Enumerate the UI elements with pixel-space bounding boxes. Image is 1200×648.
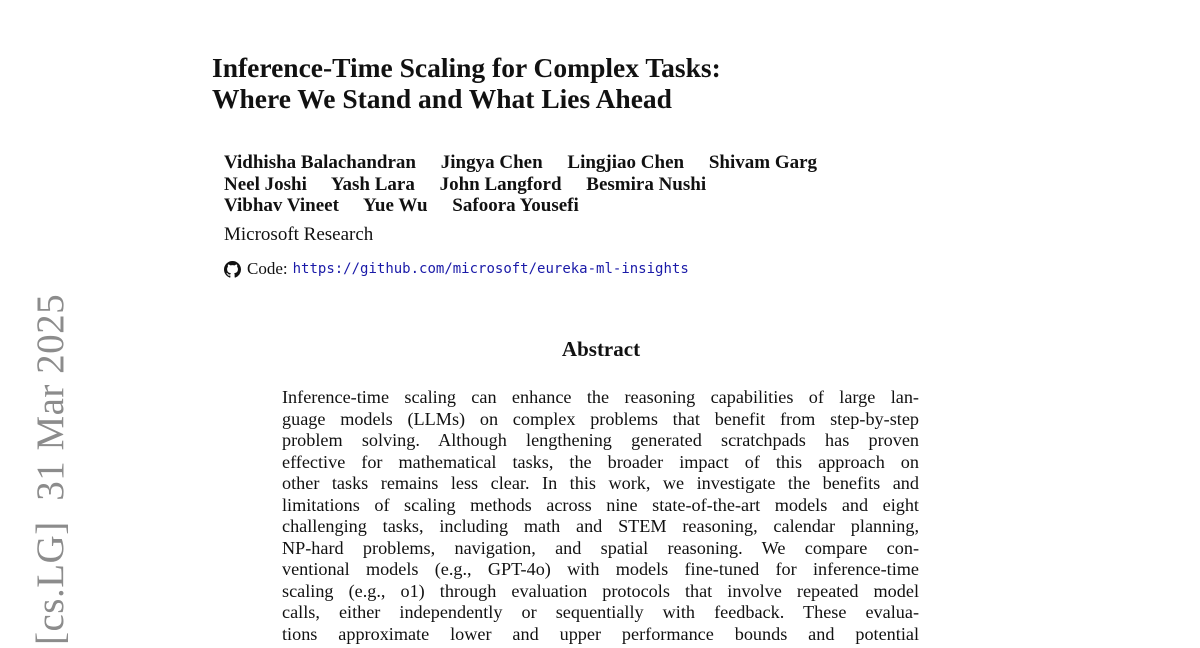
- code-url-link[interactable]: https://github.com/microsoft/eureka-ml-insights: [292, 261, 689, 277]
- title-line-2: Where We Stand and What Lies Ahead: [212, 83, 672, 114]
- paper-title: [212, 52, 721, 114]
- abstract-line: scaling (e.g., o1) through evaluation protocols that involve repeated model: [282, 580, 919, 601]
- author-row: [224, 195, 837, 217]
- author-name: Lingjiao Chen: [567, 152, 685, 173]
- abstract-line: tions approximate lower and upper performance bounds and potential: [282, 623, 919, 644]
- author-name: Shivam Garg: [708, 152, 818, 173]
- abstract-line: challenging tasks, including math and STEM reasoning, calendar planning,: [282, 516, 919, 536]
- abstract-line: calls, either independently or sequentially with feedback. These evalua-: [282, 602, 919, 622]
- abstract-body: [282, 387, 919, 645]
- author-name: Safoora Yousefi: [452, 195, 579, 216]
- author-name: Besmira Nushi: [586, 173, 707, 195]
- affiliation: Microsoft Research: [224, 224, 374, 245]
- abstract-heading: Abstract: [561, 337, 641, 361]
- abstract-line: ventional models (e.g., GPT-4o) with models fine-tuned for inference-time: [282, 559, 919, 579]
- title-line-1: Inference-Time Scaling for Complex Tasks:: [212, 52, 721, 83]
- arxiv-stamp: [cs.LG] 31 Mar 2025: [29, 293, 72, 645]
- abstract-line: effective for mathematical tasks, the broader impact of this approach on: [282, 451, 919, 472]
- abstract-line: other tasks remains less clear. In this work, we investigate the benefits and: [282, 473, 919, 493]
- abstract-line: problem solving. Although lengthening generated scratchpads has proven: [282, 430, 919, 450]
- author-row: [224, 174, 837, 196]
- author-list: [224, 152, 837, 217]
- code-link-line: [224, 259, 689, 279]
- abstract-line: NP-hard problems, navigation, and spatial reasoning. We compare con-: [282, 537, 919, 558]
- author-name: Jingya Chen: [440, 152, 543, 173]
- author-name: Vidhisha Balachandran: [224, 152, 417, 173]
- author-name: Yue Wu: [362, 195, 428, 216]
- author-row: [224, 152, 837, 174]
- author-name: Neel Joshi: [224, 173, 307, 195]
- abstract-heading-wrap: [0, 336, 1200, 363]
- abstract-line: guage models (LLMs) on complex problems that benefit from step-by-step: [282, 408, 919, 429]
- abstract-line: Inference-time scaling can enhance the reasoning capabilities of large lan-: [282, 387, 919, 407]
- author-name: Vibhav Vineet: [224, 195, 339, 216]
- abstract-line: limitations of scaling methods across nine state-of-the-art models and eight: [282, 494, 919, 515]
- code-label: Code:: [247, 259, 288, 278]
- github-icon: [224, 261, 241, 278]
- author-name: Yash Lara: [330, 173, 415, 195]
- author-name: John Langford: [439, 173, 562, 195]
